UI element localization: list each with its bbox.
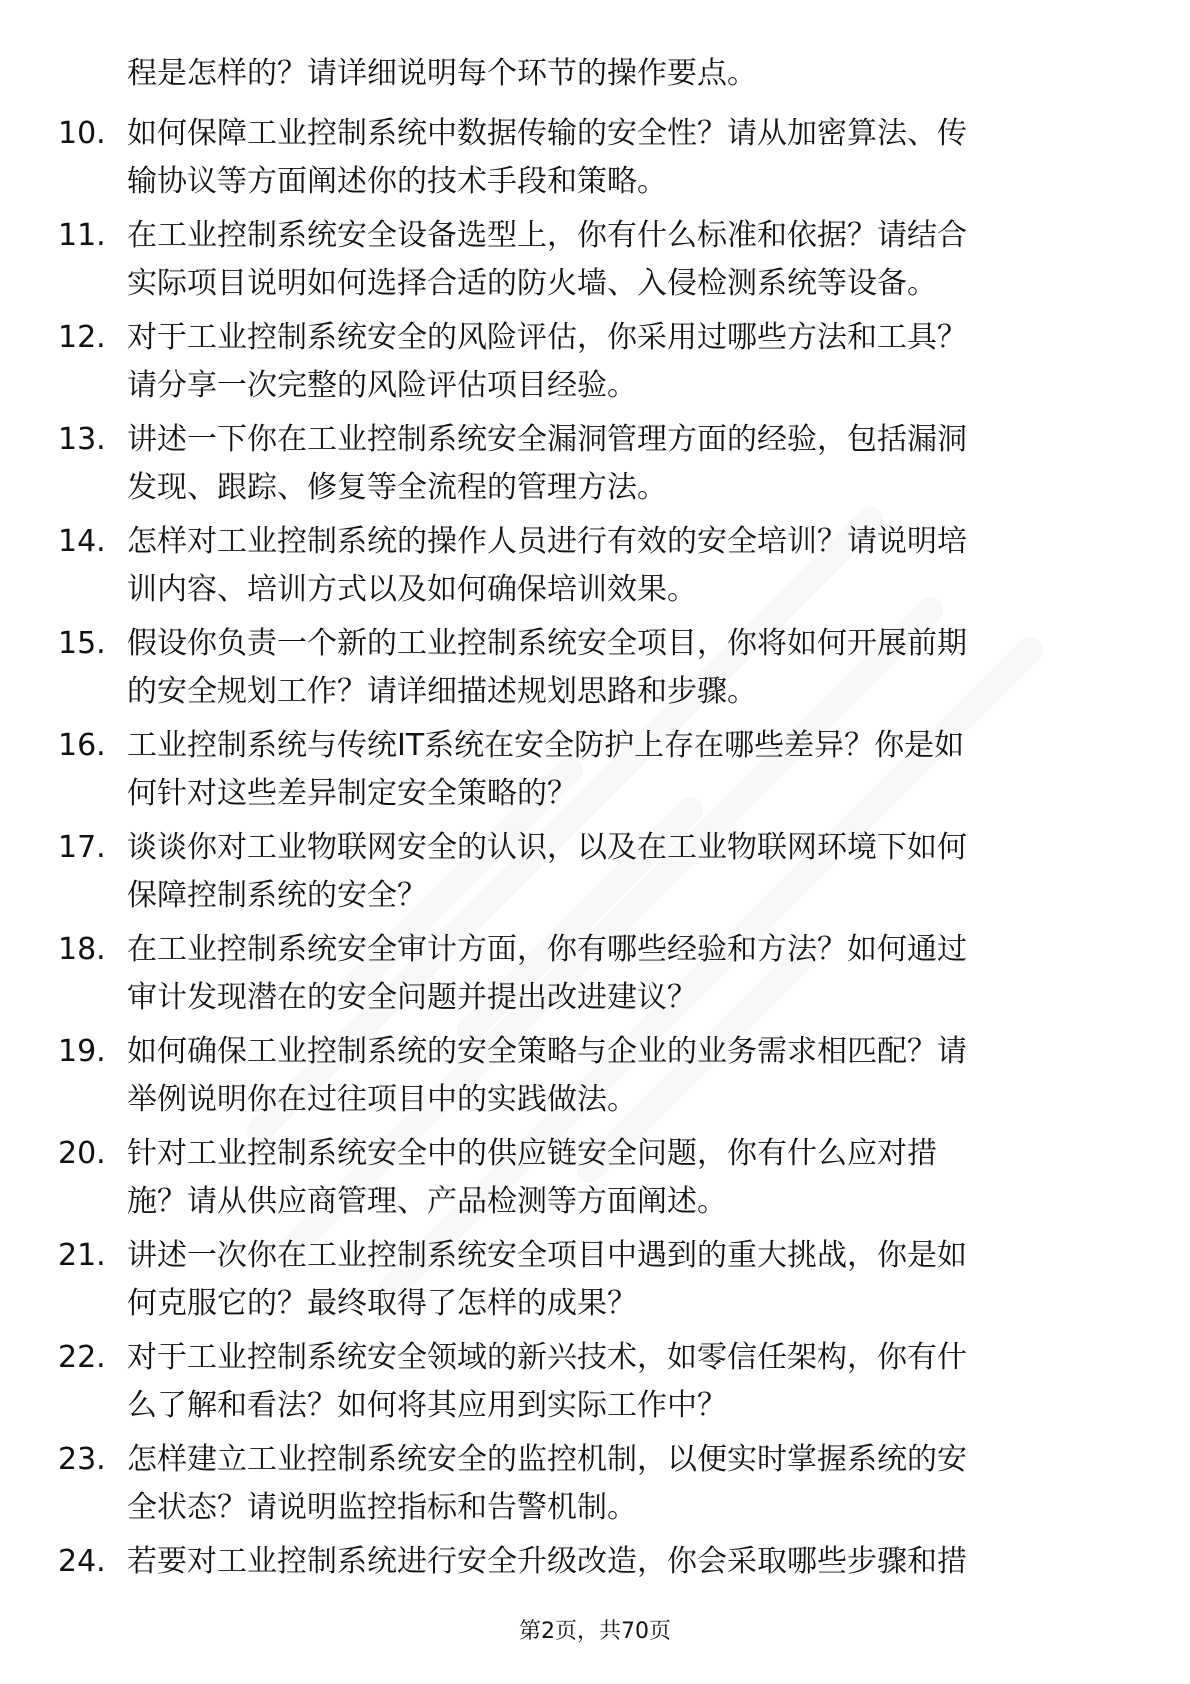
question-item	[0, 314, 1190, 416]
question-number: 10.	[58, 116, 106, 151]
question-text	[127, 1334, 1127, 1430]
question-line: 谈谈你对工业物联网安全的认识，以及在工业物联网环境下如何	[127, 830, 967, 865]
question-number: 13.	[58, 422, 106, 457]
question-line: 讲述一下你在工业控制系统安全漏洞管理方面的经验，包括漏洞	[127, 422, 967, 457]
question-item	[0, 824, 1190, 926]
question-line: 在工业控制系统安全设备选型上，你有什么标准和依据？请结合	[127, 218, 967, 253]
question-item	[0, 1436, 1190, 1538]
question-line: 施？请从供应商管理、产品检测等方面阐述。	[127, 1184, 727, 1219]
question-list	[0, 110, 1190, 1640]
question-line: 保障控制系统的安全？	[127, 878, 427, 913]
question-item	[0, 620, 1190, 722]
question-item	[0, 416, 1190, 518]
question-line: 怎样对工业控制系统的操作人员进行有效的安全培训？请说明培	[127, 524, 967, 559]
question-text	[127, 1130, 1127, 1226]
question-text	[127, 110, 1127, 206]
question-line: 若要对工业控制系统进行安全升级改造，你会采取哪些步骤和措	[127, 1544, 967, 1579]
question-number: 11.	[58, 218, 106, 253]
continuation-text: 程是怎样的？请详细说明每个环节的操作要点。	[127, 56, 757, 91]
question-number: 15.	[58, 626, 106, 661]
question-line: 么了解和看法？如何将其应用到实际工作中？	[127, 1388, 727, 1423]
question-item	[0, 212, 1190, 314]
question-text	[127, 518, 1127, 614]
question-item	[0, 1130, 1190, 1232]
question-line: 在工业控制系统安全审计方面，你有哪些经验和方法？如何通过	[127, 932, 967, 967]
question-text	[127, 722, 1127, 818]
question-item	[0, 110, 1190, 212]
question-number: 23.	[58, 1442, 106, 1477]
question-number: 19.	[58, 1034, 106, 1069]
question-text	[127, 212, 1127, 308]
question-line: 如何确保工业控制系统的安全策略与企业的业务需求相匹配？请	[127, 1034, 967, 1069]
question-text	[127, 1538, 1127, 1586]
question-number: 20.	[58, 1136, 106, 1171]
question-text	[127, 1028, 1127, 1124]
question-line: 举例说明你在过往项目中的实践做法。	[127, 1082, 637, 1117]
question-number: 14.	[58, 524, 106, 559]
question-line: 的安全规划工作？请详细描述规划思路和步骤。	[127, 674, 757, 709]
question-line: 怎样建立工业控制系统安全的监控机制，以便实时掌握系统的安	[127, 1442, 967, 1477]
question-number: 22.	[58, 1340, 106, 1375]
question-line: 对于工业控制系统安全领域的新兴技术，如零信任架构，你有什	[127, 1340, 967, 1375]
question-text	[127, 1232, 1127, 1328]
question-item	[0, 1028, 1190, 1130]
question-line: 发现、跟踪、修复等全流程的管理方法。	[127, 470, 667, 505]
question-item	[0, 518, 1190, 620]
question-number: 17.	[58, 830, 106, 865]
question-line: 针对工业控制系统安全中的供应链安全问题，你有什么应对措	[127, 1136, 937, 1171]
question-line: 讲述一次你在工业控制系统安全项目中遇到的重大挑战，你是如	[127, 1238, 967, 1273]
question-line: 请分享一次完整的风险评估项目经验。	[127, 368, 637, 403]
question-line: 审计发现潜在的安全问题并提出改进建议？	[127, 980, 697, 1015]
question-line: 全状态？请说明监控指标和告警机制。	[127, 1490, 637, 1525]
question-item	[0, 1232, 1190, 1334]
question-item	[0, 1334, 1190, 1436]
question-text	[127, 926, 1127, 1022]
question-number: 12.	[58, 320, 106, 355]
question-line: 对于工业控制系统安全的风险评估，你采用过哪些方法和工具？	[127, 320, 967, 355]
question-text	[127, 416, 1127, 512]
question-line: 工业控制系统与传统IT系统在安全防护上存在哪些差异？你是如	[127, 728, 965, 763]
question-line: 如何保障工业控制系统中数据传输的安全性？请从加密算法、传	[127, 116, 967, 151]
question-number: 18.	[58, 932, 106, 967]
question-line: 输协议等方面阐述你的技术手段和策略。	[127, 164, 667, 199]
question-text	[127, 620, 1127, 716]
question-item	[0, 926, 1190, 1028]
question-number: 21.	[58, 1238, 106, 1273]
question-number: 24.	[58, 1544, 106, 1579]
question-text	[127, 824, 1127, 920]
page-footer: 第2页，共70页	[519, 1619, 671, 1644]
question-line: 实际项目说明如何选择合适的防火墙、入侵检测系统等设备。	[127, 266, 937, 301]
question-text	[127, 314, 1127, 410]
question-line: 何针对这些差异制定安全策略的？	[127, 776, 577, 811]
question-line: 假设你负责一个新的工业控制系统安全项目，你将如何开展前期	[127, 626, 967, 661]
question-line: 训内容、培训方式以及如何确保培训效果。	[127, 572, 697, 607]
question-text	[127, 1436, 1127, 1532]
question-number: 16.	[58, 728, 106, 763]
question-line: 何克服它的？最终取得了怎样的成果？	[127, 1286, 637, 1321]
question-item	[0, 722, 1190, 824]
